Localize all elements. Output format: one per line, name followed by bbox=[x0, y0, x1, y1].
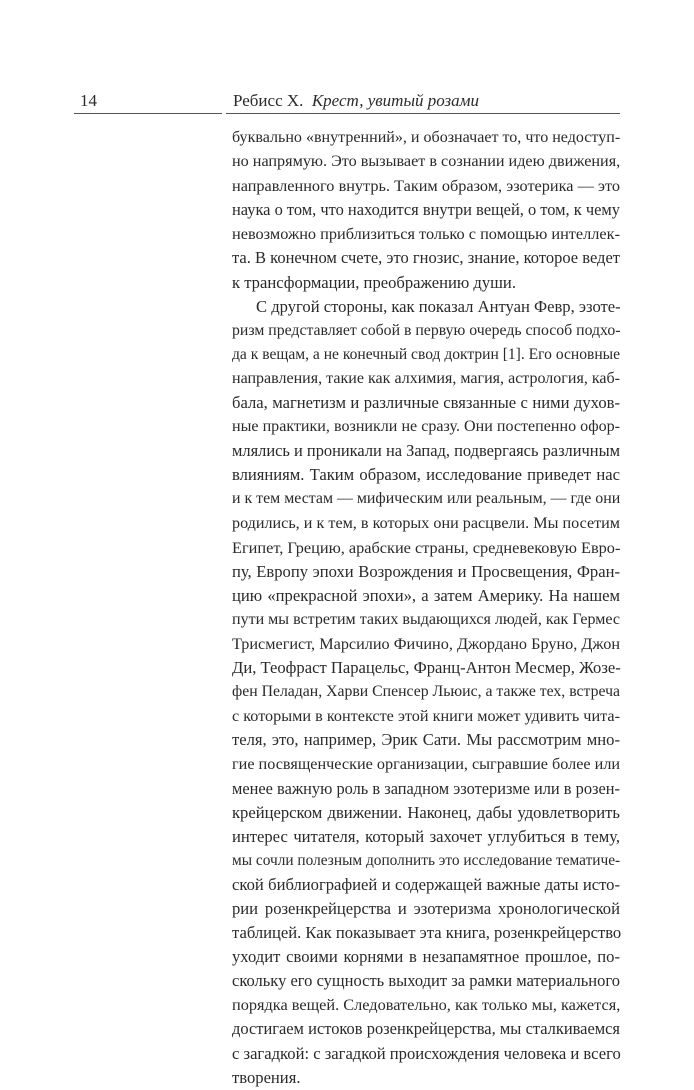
header-rule-right bbox=[226, 113, 620, 114]
text-line: ризм представляет собой в первую очередь способ подхо- bbox=[232, 321, 621, 339]
text-line: влияниям. Таким образом, исследование приведет нас bbox=[232, 465, 620, 485]
text-line: пути мы встретим таких выдающихся людей, как Гермес bbox=[232, 610, 620, 628]
text-line: да к вещам, а не конечный свод доктрин [1]. Его основные bbox=[232, 345, 620, 363]
text-line: Ди, Теофраст Парацельс, Франц-Антон Месмер, Жозе- bbox=[232, 658, 621, 678]
text-line: достигаем истоков розенкрейцерства, мы сталкиваемся bbox=[232, 1019, 620, 1039]
text-line: гие посвященческие организации, сыгравшие более или bbox=[232, 755, 621, 774]
running-head-author: Ребисс Х. bbox=[233, 91, 304, 110]
text-line: направленного внутрь. Таким образом, эзотерика — это bbox=[232, 177, 620, 196]
text-line: пу, Европу эпохи Возрождения и Просвещения, Фран- bbox=[232, 561, 620, 581]
text-line: к трансформации, преображению души. bbox=[232, 272, 516, 292]
page-number: 14 bbox=[80, 91, 97, 110]
text-line: таблицей. Как показывает эта книга, розенкрейцерство bbox=[232, 923, 622, 943]
text-line: та. В конечном счете, это гнозис, знание, которое ведет bbox=[232, 248, 620, 268]
running-head bbox=[233, 91, 479, 111]
text-line: невозможно приблизиться только с помощью интеллек- bbox=[232, 224, 620, 244]
text-line: менее важную роль в западном эзотеризме или в розен- bbox=[232, 778, 620, 798]
text-line: цию «прекрасной эпохи», а затем Америку. На нашем bbox=[232, 585, 620, 605]
running-head-title: Крест, увитый розами bbox=[311, 91, 479, 110]
header-rule-left bbox=[74, 113, 222, 114]
text-line: Египет, Грецию, арабские страны, средневековую Евро- bbox=[232, 537, 621, 557]
text-line: интерес читателя, который захочет углубиться в тему, bbox=[232, 826, 620, 846]
text-line: С другой стороны, как показал Антуан Февр, эзоте- bbox=[256, 296, 621, 316]
text-line: с загадкой: с загадкой происхождения человека и всего bbox=[232, 1043, 621, 1063]
text-line: направления, такие как алхимия, магия, астрология, каб- bbox=[232, 369, 620, 387]
text-line: уходит своими корнями в незапамятное прошлое, по- bbox=[232, 947, 620, 967]
text-line: крейцерском движении. Наконец, дабы удовлетворить bbox=[232, 802, 620, 822]
body-text bbox=[232, 126, 620, 1090]
text-line: наука о том, что находится внутри вещей, о том, к чему bbox=[232, 200, 620, 220]
text-line: скольку его сущность выходит за рамки материального bbox=[232, 971, 620, 991]
text-line: теля, это, например, Эрик Сати. Мы рассмотрим мно- bbox=[232, 730, 620, 750]
text-line: но напрямую. Это вызывает в сознании идею движения, bbox=[232, 153, 621, 171]
text-line: буквально «внутренний», и обозначает то, что недоступ- bbox=[232, 129, 621, 146]
text-line: порядка вещей. Следовательно, как только мы, кажется, bbox=[232, 995, 621, 1015]
text-line: фен Пеладан, Харви Спенсер Льюис, а также тех, встреча bbox=[232, 683, 620, 701]
text-line: ные практики, возникли не сразу. Они постепенно офор- bbox=[232, 418, 620, 436]
text-line: мы сочли полезным дополнить это исследование тематиче- bbox=[232, 851, 621, 869]
text-line: родились, и к тем, в которых они расцвели. Мы посетим bbox=[232, 514, 620, 532]
text-line: рии розенкрейцерства и эзотеризма хронологической bbox=[232, 899, 620, 918]
text-line: бала, магнетизм и различные связанные с ними духов- bbox=[232, 393, 620, 413]
text-line: творения. bbox=[232, 1067, 301, 1087]
text-line: и к тем местам — мифическим или реальным, — где они bbox=[232, 490, 621, 508]
text-line: Трисмегист, Марсилио Фичино, Джордано Бруно, Джон bbox=[232, 634, 620, 653]
text-line: млялись и проникали на Запад, подвергаясь различным bbox=[232, 441, 621, 461]
text-line: с которыми в контексте этой книги может удивить чита- bbox=[232, 707, 620, 726]
text-line: ской библиографией и содержащей важные даты исто- bbox=[232, 874, 620, 894]
running-header bbox=[0, 91, 694, 113]
